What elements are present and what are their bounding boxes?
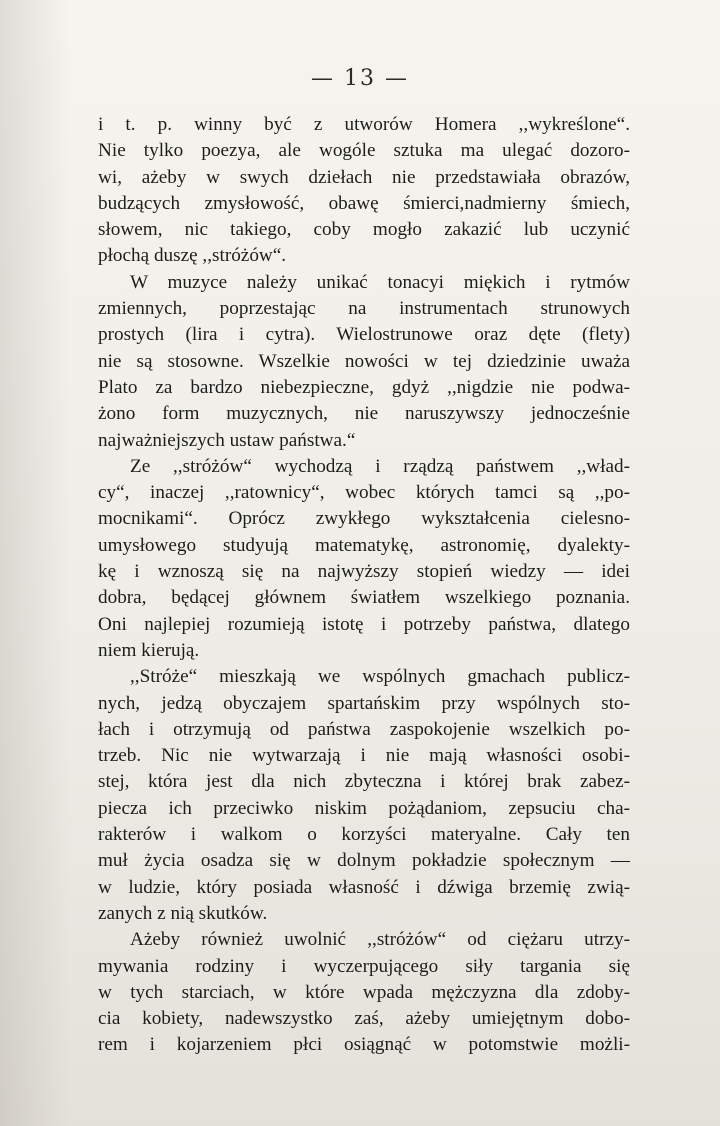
page-number: — 13 — xyxy=(311,66,409,91)
text-line: prostych (lira i cytra). Wielostrunowe oraz dęte (flety) xyxy=(98,324,630,346)
text-line: piecza ich przeciwko niskim pożądaniom, zepsuciu cha- xyxy=(98,797,630,819)
text-line: najważniejszych ustaw państwa.“ xyxy=(98,429,356,451)
text-line: Ażeby również uwolnić ,,stróżów“ od ciężaru utrzy- xyxy=(130,929,630,951)
text-line: Nie tylko poezya, ale wogóle sztuka ma ulegać dozoro- xyxy=(98,140,630,162)
text-line: niem kierują. xyxy=(98,639,200,661)
page-edge-shadow xyxy=(0,0,70,1126)
text-line: ,,Stróże“ mieszkają we wspólnych gmachach publicz- xyxy=(130,666,630,688)
text-line: Plato za bardzo niebezpieczne, gdyż ,,nigdzie nie podwa- xyxy=(98,376,630,398)
text-line: nie są stosowne. Wszelkie nowości w tej dziedzinie uważa xyxy=(98,350,630,372)
text-line: zmiennych, poprzestając na instrumentach strunowych xyxy=(98,298,630,320)
text-line: słowem, nic takiego, coby mogło zakazić lub uczynić xyxy=(98,219,630,241)
text-line: trzeb. Nic nie wytwarzają i nie mają własności osobi- xyxy=(98,745,630,767)
text-line: kę i wznoszą się na najwyższy stopień wiedzy — idei xyxy=(98,561,630,583)
text-line: w ludzie, który posiada własność i dźwiga brzemię zwią- xyxy=(98,876,630,898)
text-line: mywania rodziny i wyczerpującego siły targania się xyxy=(98,955,630,977)
text-line: muł życia osadza się w dolnym pokładzie społecznym — xyxy=(98,850,630,872)
text-line: cy“, inaczej ,,ratownicy“, wobec których tamci są ,,po- xyxy=(98,482,630,504)
text-line: zanych z nią skutków. xyxy=(98,902,268,924)
text-line: i t. p. winny być z utworów Homera ,,wykreślone“. xyxy=(98,114,630,135)
text-line: Ze ,,stróżów“ wychodzą i rządzą państwem ,,wład- xyxy=(130,455,630,477)
text-line: budzących zmysłowość, obawę śmierci,nadmierny śmiech, xyxy=(98,192,630,214)
text-line: wi, ażeby w swych dziełach nie przedstawiała obrazów, xyxy=(98,166,630,188)
text-line: nych, jedzą obyczajem spartańskim przy wspólnych sto- xyxy=(98,692,630,714)
text-line: rakterów i walkom o korzyści materyalne. Cały ten xyxy=(98,824,630,846)
text-line: stej, która jest dla nich zbyteczna i której brak zabez- xyxy=(98,771,630,793)
body-text xyxy=(98,112,630,1059)
text-line: rem i kojarzeniem płci osiągnąć w potomstwie możli- xyxy=(98,1034,630,1056)
text-line: Oni najlepiej rozumieją istotę i potrzeby państwa, dlatego xyxy=(98,613,630,635)
text-line: mocnikami“. Oprócz zwykłego wykształcenia cielesno- xyxy=(98,508,630,530)
text-line: cia kobiety, nadewszystko zaś, ażeby umiejętnym dobo- xyxy=(98,1008,630,1030)
text-line: łach i otrzymują od państwa zaspokojenie wszelkich po- xyxy=(98,718,630,740)
text-line: W muzyce należy unikać tonacyi miękich i rytmów xyxy=(130,271,630,293)
text-line: dobra, będącej głównem światłem wszelkiego poznania. xyxy=(98,587,630,609)
text-line: żono form muzycznych, nie naruszywszy jednocześnie xyxy=(98,403,630,425)
text-line: płochą duszę ,,stróżów“. xyxy=(98,245,287,267)
text-line: w tych starciach, w które wpada mężczyzna dla zdoby- xyxy=(98,981,630,1003)
text-line: umysłowego studyują matematykę, astronomię, dyalekty- xyxy=(98,534,630,556)
